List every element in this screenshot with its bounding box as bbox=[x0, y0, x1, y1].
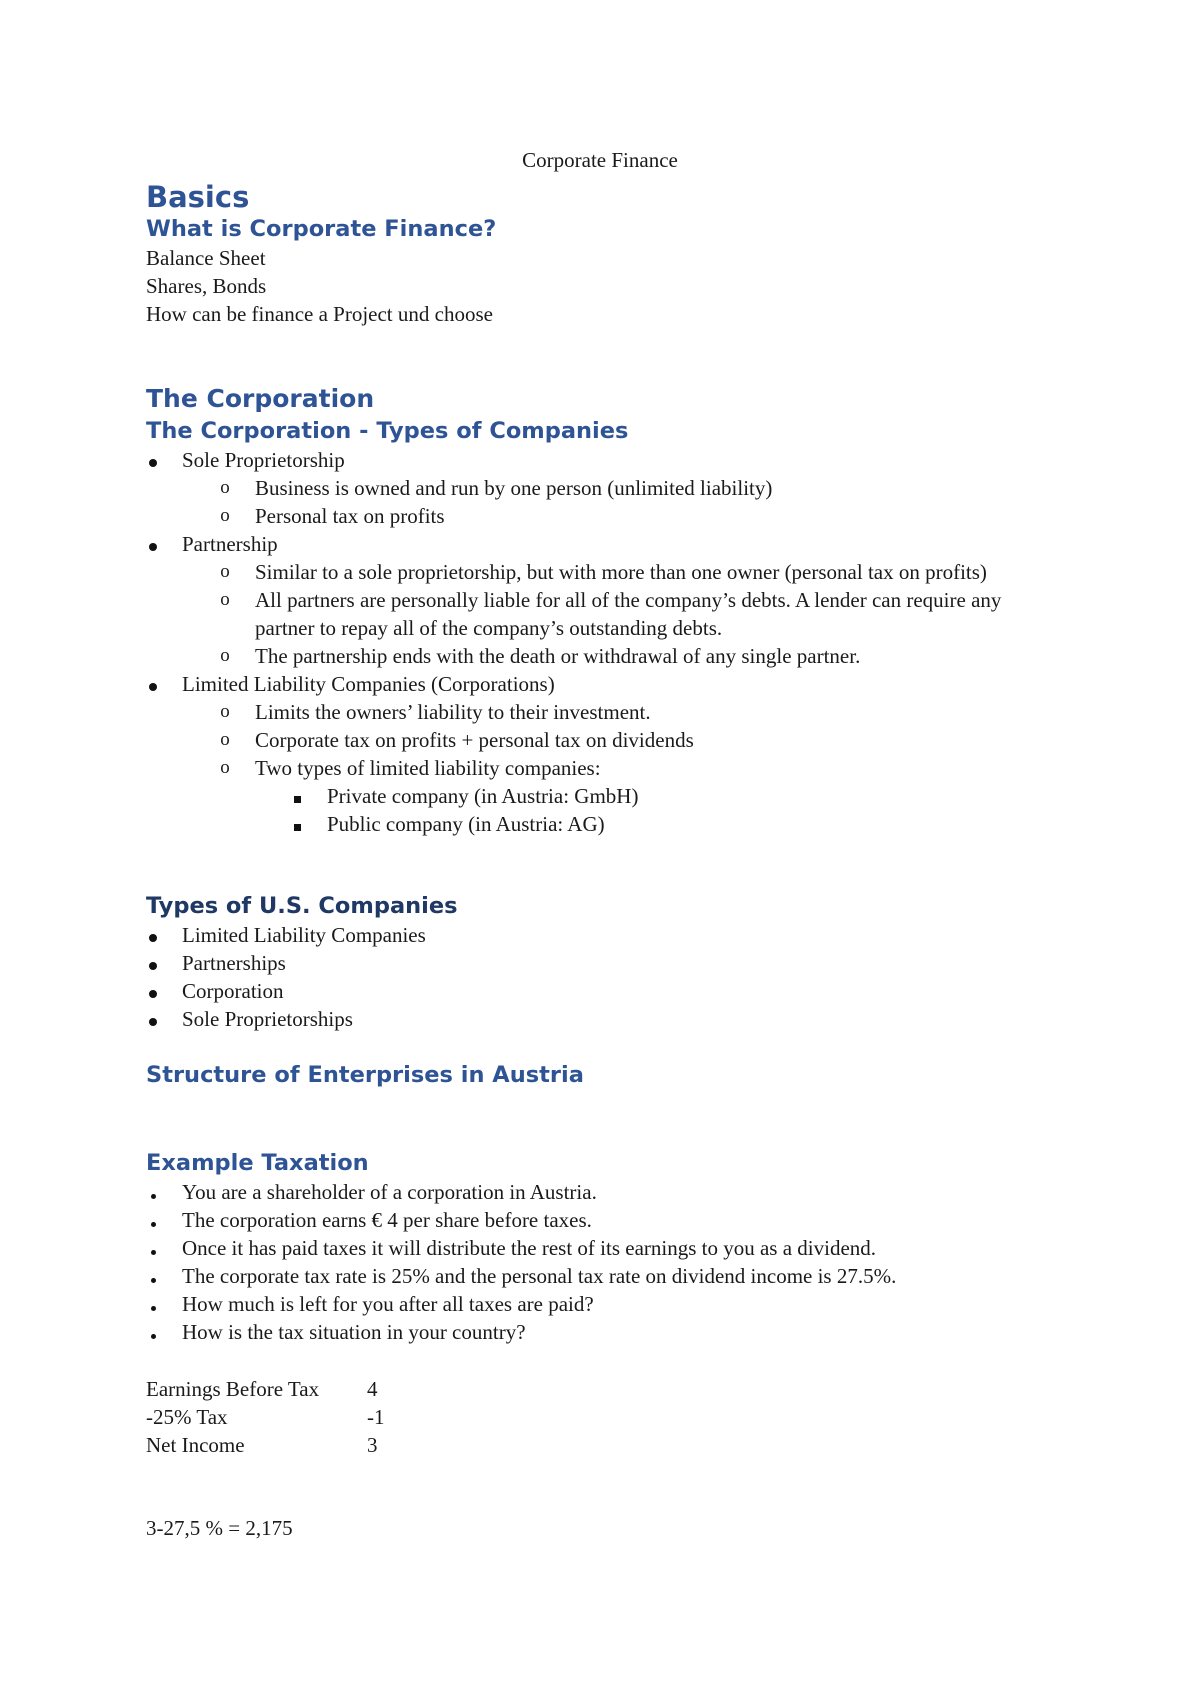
table-cell-label: Earnings Before Tax bbox=[146, 1377, 320, 1401]
square-bullet-icon bbox=[294, 824, 301, 831]
table-cell-label: -25% Tax bbox=[146, 1405, 228, 1429]
tax-table bbox=[146, 1375, 385, 1459]
paragraph-line: Shares, Bonds bbox=[146, 274, 267, 298]
basics-section bbox=[146, 180, 1060, 328]
tax-result-section bbox=[146, 1514, 1060, 1542]
tax-result: 3-27,5 % = 2,175 bbox=[146, 1516, 293, 1540]
list-item: How much is left for you after all taxes are paid? bbox=[146, 1290, 1060, 1318]
list-item: Partnerships bbox=[146, 949, 1060, 977]
square-bullet-icon bbox=[294, 796, 301, 803]
corporation-section bbox=[146, 382, 1060, 838]
table-cell-value: -1 bbox=[367, 1405, 385, 1429]
list-item: o The partnership ends with the death or withdrawal of any single partner. bbox=[146, 642, 1060, 670]
company-types-list bbox=[146, 446, 1060, 838]
circle-bullet-icon: o bbox=[220, 505, 230, 526]
list-item: Corporation bbox=[146, 977, 1060, 1005]
paragraph-line: Balance Sheet bbox=[146, 246, 266, 270]
table-row bbox=[146, 1375, 385, 1403]
taxation-section bbox=[146, 1148, 1060, 1346]
list-item: Sole Proprietorship bbox=[146, 446, 1060, 474]
us-companies-list bbox=[146, 921, 1060, 1033]
heading-types-of-companies: The Corporation - Types of Companies bbox=[146, 418, 629, 444]
heading-types-of-us-companies: Types of U.S. Companies bbox=[146, 893, 458, 919]
list-item: Private company (in Austria: GmbH) bbox=[146, 782, 1060, 810]
us-companies-section bbox=[146, 891, 1060, 1033]
list-item: o Corporate tax on profits + personal tax on dividends bbox=[146, 726, 1060, 754]
bullet-icon bbox=[151, 1250, 156, 1255]
austria-section bbox=[146, 1060, 1060, 1090]
bullet-icon bbox=[149, 543, 157, 551]
circle-bullet-icon: o bbox=[220, 589, 230, 610]
bullet-icon bbox=[151, 1194, 156, 1199]
list-item: The corporate tax rate is 25% and the personal tax rate on dividend income is 27.5%. bbox=[146, 1262, 1060, 1290]
list-item: The corporation earns € 4 per share before taxes. bbox=[146, 1206, 1060, 1234]
bullet-icon bbox=[149, 1018, 157, 1026]
list-item: o Two types of limited liability companies: bbox=[146, 754, 1060, 782]
table-row bbox=[146, 1403, 385, 1431]
tax-table-section bbox=[146, 1375, 1060, 1459]
document-title: Corporate Finance bbox=[522, 148, 678, 172]
bullet-icon bbox=[151, 1306, 156, 1311]
bullet-icon bbox=[149, 990, 157, 998]
list-item: Once it has paid taxes it will distribute the rest of its earnings to you as a dividend. bbox=[146, 1234, 1060, 1262]
list-item: How is the tax situation in your country? bbox=[146, 1318, 1060, 1346]
heading-basics: Basics bbox=[146, 180, 250, 214]
list-item: Limited Liability Companies bbox=[146, 921, 1060, 949]
heading-structure-austria: Structure of Enterprises in Austria bbox=[146, 1062, 584, 1088]
list-item: o Limits the owners’ liability to their investment. bbox=[146, 698, 1060, 726]
circle-bullet-icon: o bbox=[220, 477, 230, 498]
list-item: o Business is owned and run by one person (unlimited liability) bbox=[146, 474, 1060, 502]
circle-bullet-icon: o bbox=[220, 561, 230, 582]
list-item: Sole Proprietorships bbox=[146, 1005, 1060, 1033]
circle-bullet-icon: o bbox=[220, 645, 230, 666]
list-item: Limited Liability Companies (Corporations) bbox=[146, 670, 1060, 698]
table-cell-value: 4 bbox=[367, 1377, 378, 1401]
list-item: o All partners are personally liable for all of the company’s debts. A lender can require any partner to repay all of the company’s outstanding debts. bbox=[146, 586, 1060, 642]
paragraph-line: How can be finance a Project und choose bbox=[146, 302, 493, 326]
bullet-icon bbox=[151, 1334, 156, 1339]
table-cell-label: Net Income bbox=[146, 1433, 245, 1457]
bullet-icon bbox=[149, 683, 157, 691]
taxation-list bbox=[146, 1178, 1060, 1346]
circle-bullet-icon: o bbox=[220, 701, 230, 722]
list-item: Partnership bbox=[146, 530, 1060, 558]
list-item: You are a shareholder of a corporation in Austria. bbox=[146, 1178, 1060, 1206]
bullet-icon bbox=[149, 459, 157, 467]
circle-bullet-icon: o bbox=[220, 729, 230, 750]
table-cell-value: 3 bbox=[367, 1433, 378, 1457]
circle-bullet-icon: o bbox=[220, 757, 230, 778]
list-item: Public company (in Austria: AG) bbox=[146, 810, 1060, 838]
bullet-icon bbox=[149, 934, 157, 942]
bullet-icon bbox=[151, 1222, 156, 1227]
heading-the-corporation: The Corporation bbox=[146, 384, 375, 413]
heading-what-is-corporate-finance: What is Corporate Finance? bbox=[146, 216, 497, 242]
list-item: o Similar to a sole proprietorship, but with more than one owner (personal tax on profits) bbox=[146, 558, 1060, 586]
bullet-icon bbox=[149, 962, 157, 970]
bullet-icon bbox=[151, 1278, 156, 1283]
heading-example-taxation: Example Taxation bbox=[146, 1150, 369, 1176]
table-row bbox=[146, 1431, 385, 1459]
list-item: o Personal tax on profits bbox=[146, 502, 1060, 530]
